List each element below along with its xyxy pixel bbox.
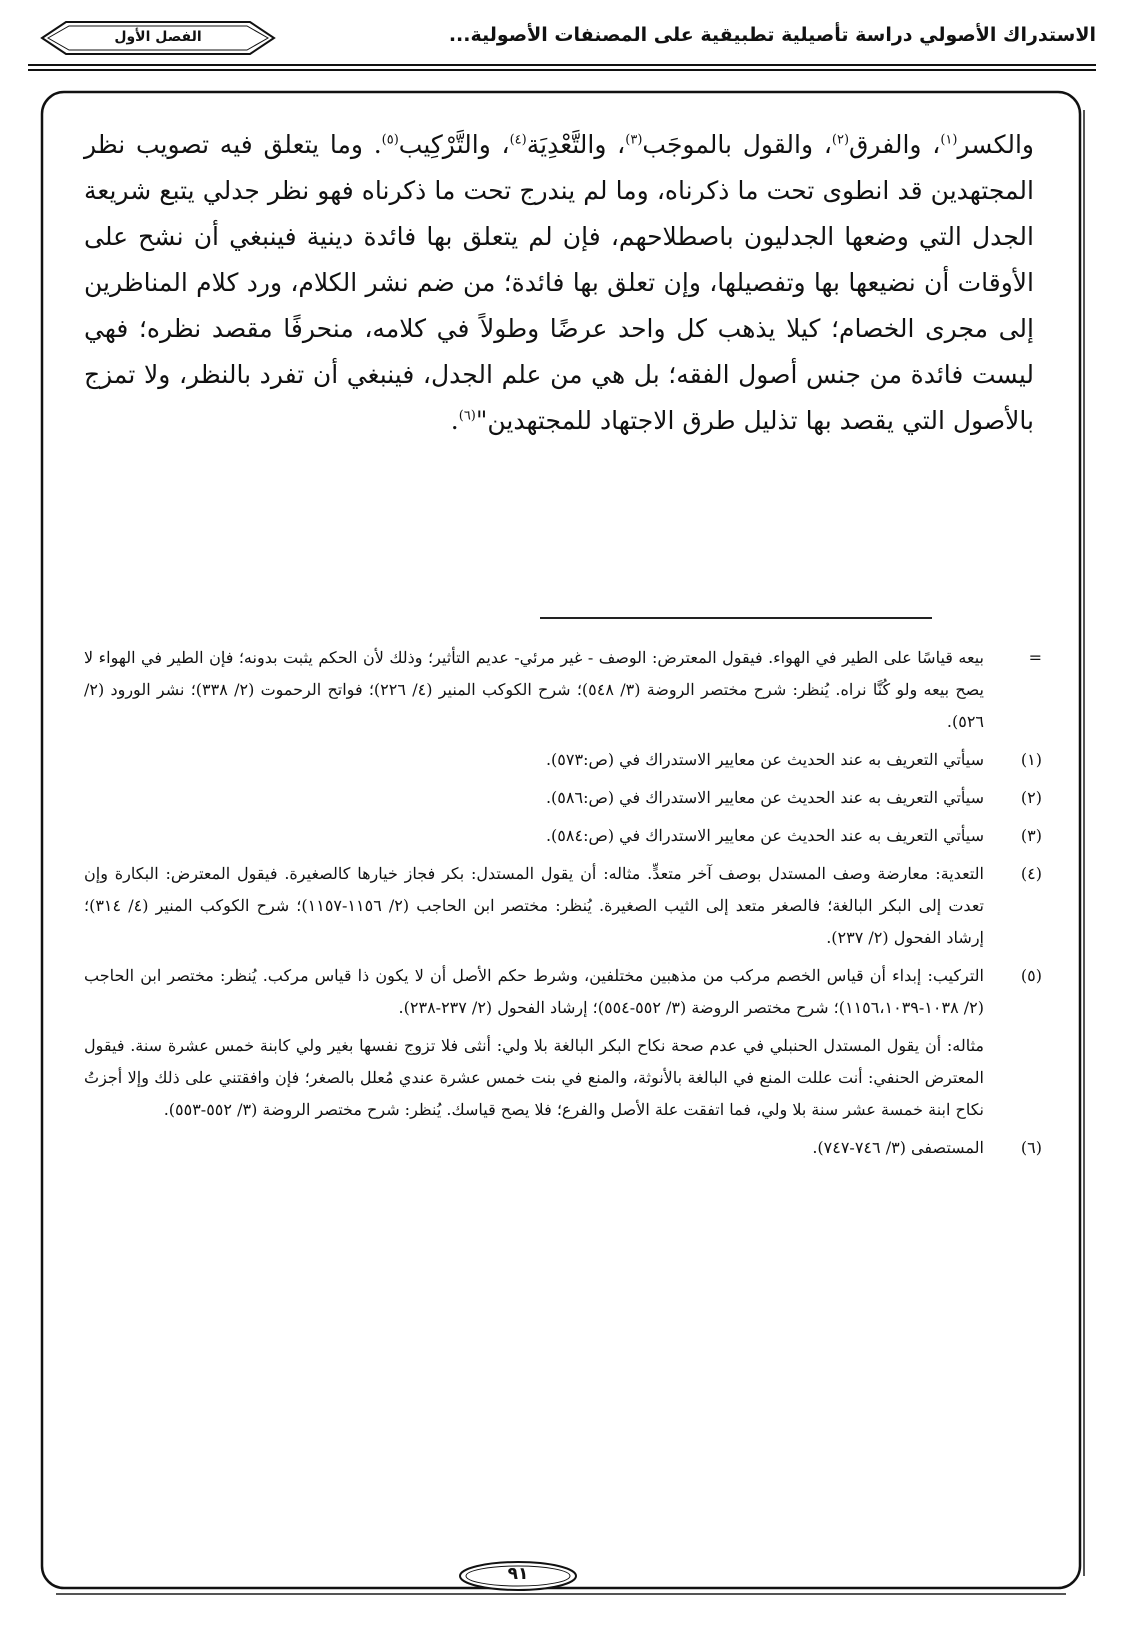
main-text — [84, 122, 1034, 444]
footnote-ref-2[interactable]: (٢) — [831, 132, 850, 148]
footnote-ref-6[interactable]: (٦) — [458, 408, 476, 424]
footnote-text: سيأتي التعريف به عند الحديث عن معايير الاستدراك في (ص:٥٧٣). — [545, 750, 984, 769]
text-segment: . وما يتعلق فيه تصويب نظر المجتهدين قد انطوى تحت ما ذكرناه، وما لم يندرج تحت ما ذكرناه فهو نظر جدلي يتبع شريعة الجدل التي وضعها الجدليون باصطلاحهم، فإن لم يتعلق بها فائدة دينية فينبغي أن نشح على الأوقات أن نضيعها بها وتفصيلها، وإن تعلق بها فائدة؛ من ضم نشر الكلام، ورد كلام المناظرين إلى مجرى الخصام؛ كيلا يذهب كل واحد عرضًا وطولاً في كلامه، منحرفًا مقصد نظره؛ فهي ليست فائدة من جنس أصول الفقه؛ بل هي من علم الجدل، فينبغي أن تفرد بالنظر، ولا تمزج بالأصول التي يقصد بها تذليل طرق الاجتهاد للمجتهدين" — [84, 130, 1034, 435]
footnote-text: بيعه قياسًا على الطير في الهواء. فيقول المعترض: الوصف - غير مرئي- عديم التأثير؛ وذلك لأن الحكم يثبت بدونه؛ فإن الطير في الهواء لا يصح بيعه ولو كُنَّا نراه. يُنظر: شرح مختصر الروضة (٣/ ٥٤٨)؛ شرح الكوكب المنير (٤/ ٢٢٦)؛ فواتح الرحموت (٢/ ٣٣٨)؛ نشر الورود (٢/ ٥٢٦). — [84, 648, 985, 731]
page-number: ٩١ — [507, 1564, 529, 1584]
footnote-ref-1[interactable]: (١) — [940, 132, 958, 148]
footnote-number: (٣) — [1020, 826, 1042, 845]
footnote-number: (٥) — [1020, 966, 1042, 985]
footnotes — [84, 642, 1042, 1170]
footnote-ref-4[interactable]: (٤) — [509, 132, 527, 148]
book-title: الاستدراك الأصولي دراسة تأصيلية تطبيقية على المصنفات الأصولية... — [448, 24, 1096, 46]
footnote-4 — [84, 858, 1042, 954]
footnote-text: التعدية: معارضة وصف المستدل بوصف آخر متعدٍّ. مثاله: أن يقول المستدل: بكر فجاز خيارها كالصغيرة. فيقول المعترض: البكارة وإن تعدت إلى البكر البالغة؛ فالصغر متعد إلى الثيب الصغيرة. يُنظر: مختصر ابن الحاجب (٢/ ١١٥٦-١١٥٧)؛ شرح الكوكب المنير (٤/ ٣١٤)؛ إرشاد الفحول (٢/ ٢٣٧). — [84, 864, 985, 947]
main-paragraph — [84, 122, 1034, 444]
footnote-5 — [84, 960, 1042, 1024]
footnote-text: التركيب: إبداء أن قياس الخصم مركب من مذهبين مختلفين، وشرط حكم الأصل أن لا يكون ذا قياس مركب. يُنظر: مختصر ابن الحاجب (٢/ ١٠٣٨-١١٥٦،١٠٣٩)؛ شرح مختصر الروضة (٣/ ٥٥٢-٥٥٤)؛ إرشاد الفحول (٢/ ٢٣٧-٢٣٨). — [84, 966, 984, 1017]
header-rule — [28, 64, 1096, 72]
footnote-number: (٤) — [1020, 864, 1042, 883]
text-segment: والكسر — [957, 130, 1035, 159]
chapter-tab — [28, 18, 288, 58]
page-header — [28, 18, 1096, 68]
footnote-6 — [84, 1132, 1042, 1164]
footnote-ref-3[interactable]: (٣) — [625, 132, 643, 148]
footnote-5-example: مثاله: أن يقول المستدل الحنبلي في عدم صحة نكاح البكر البالغة بلا ولي: أنثى فلا تزوج نفسها بغير ولي كابنة خمس عشرة سنة. فيقول المعترض الحنفي: أنت عللت المنع في البالغة بالأنوثة، والمنع في بنت خمس عشرة عندي مُعلل بالصغر؛ فإن وافقتني على ذلك وإلا أجزتُ نكاح ابنة خمسة عشر سنة بلا ولي، فما اتفقت علة الأصل والفرع؛ فلا يصح قياسك. يُنظر: شرح مختصر الروضة (٣/ ٥٥٢-٥٥٣). — [84, 1036, 984, 1119]
footnote-1 — [84, 744, 1042, 776]
footnote-text: المستصفى (٣/ ٧٤٦-٧٤٧). — [812, 1138, 984, 1157]
text-segment: ، والقول بالموجَب — [642, 130, 832, 159]
footnote-continuation — [84, 642, 1042, 738]
footnote-number: (٢) — [1020, 788, 1042, 807]
text-segment: . — [450, 406, 459, 435]
footnote-number: (٦) — [1020, 1138, 1042, 1157]
footnote-ref-5[interactable]: (٥) — [381, 132, 399, 148]
continuation-mark: = — [1028, 648, 1042, 667]
footnote-number: (١) — [1020, 750, 1042, 769]
footnote-text: سيأتي التعريف به عند الحديث عن معايير الاستدراك في (ص:٥٨٤). — [545, 826, 984, 845]
page-number-badge — [456, 1558, 580, 1594]
footnote-2 — [84, 782, 1042, 814]
chapter-label: الفصل الأول — [114, 29, 202, 45]
text-segment: ، والتَّرْكِيب — [398, 130, 510, 159]
footnote-3 — [84, 820, 1042, 852]
footnote-separator — [540, 617, 932, 619]
text-segment: ، والتَّعْدِيَة — [526, 130, 626, 159]
text-segment: ، والفرق — [849, 130, 941, 159]
footnote-text: سيأتي التعريف به عند الحديث عن معايير الاستدراك في (ص:٥٨٦). — [545, 788, 984, 807]
